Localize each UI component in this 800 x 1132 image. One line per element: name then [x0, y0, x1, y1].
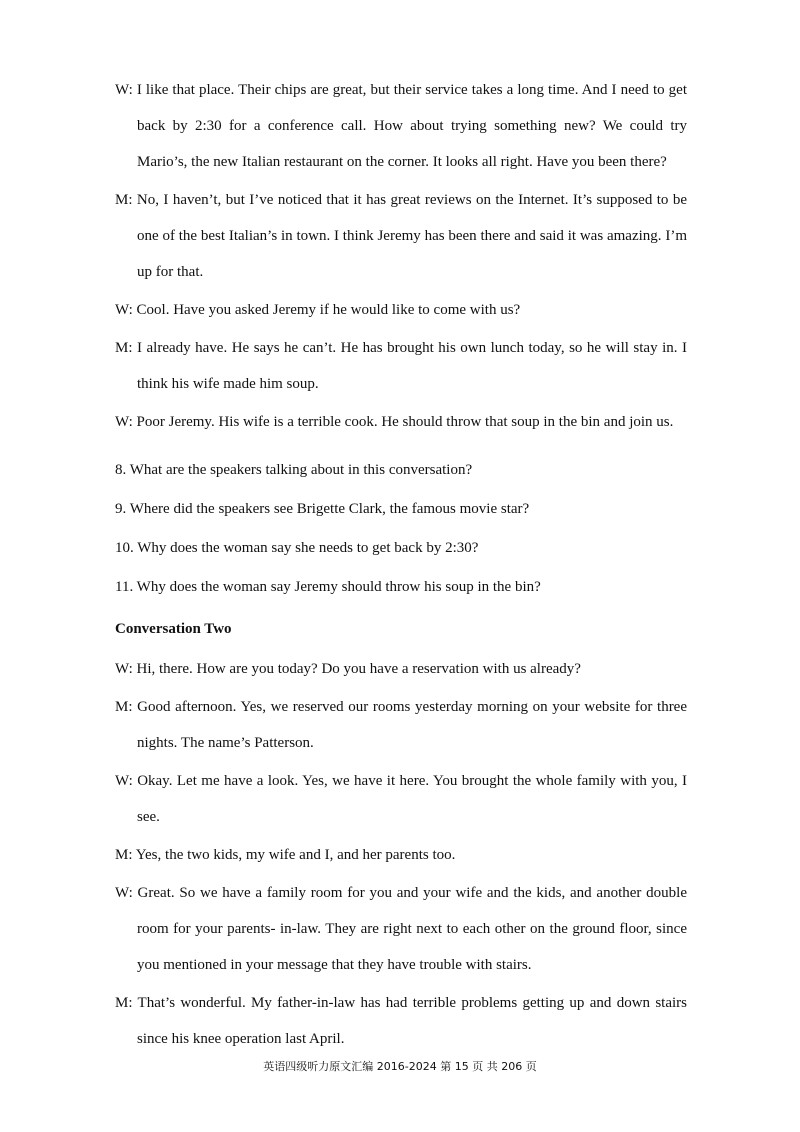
dialogue-turn: W: Okay. Let me have a look. Yes, we have it here. You brought the whole family with you, I see.	[115, 773, 687, 825]
question-list	[115, 458, 687, 599]
conversation-two-dialogue	[115, 651, 687, 1057]
dialogue-turn: M: That’s wonderful. My father-in-law has had terrible problems getting up and down stairs since his knee operation last April.	[115, 995, 687, 1047]
question-item: 11. Why does the woman say Jeremy should throw his soup in the bin?	[115, 579, 541, 595]
dialogue-turn: W: I like that place. Their chips are great, but their service takes a long time. And I need to get back by 2:30 for a conference call. How about trying something new? We could try Mario’s, the new Italian restaurant on the corner. It looks all right. Have you been there?	[115, 82, 687, 170]
dialogue-turn: M: I already have. He says he can’t. He has brought his own lunch today, so he will stay in. I think his wife made him soup.	[115, 340, 687, 392]
page-footer: 英语四级听力原文汇编 2016-2024 第 15 页 共 206 页	[263, 1060, 537, 1073]
page-content	[115, 72, 687, 1059]
conversation-one-dialogue	[115, 72, 687, 440]
dialogue-turn: W: Cool. Have you asked Jeremy if he would like to come with us?	[115, 302, 521, 318]
dialogue-turn: M: No, I haven’t, but I’ve noticed that it has great reviews on the Internet. It’s supposed to be one of the best Italian’s in town. I think Jeremy has been there and said it was amazing. I’m up for that.	[115, 192, 687, 280]
dialogue-turn: M: Yes, the two kids, my wife and I, and her parents too.	[115, 847, 456, 863]
section-heading: Conversation Two	[115, 621, 232, 637]
dialogue-turn: W: Poor Jeremy. His wife is a terrible cook. He should throw that soup in the bin and join us.	[115, 414, 674, 430]
dialogue-turn: M: Good afternoon. Yes, we reserved our rooms yesterday morning on your website for three nights. The name’s Patterson.	[115, 699, 687, 751]
question-item: 9. Where did the speakers see Brigette Clark, the famous movie star?	[115, 501, 530, 517]
question-item: 8. What are the speakers talking about in this conversation?	[115, 462, 473, 478]
dialogue-turn: W: Hi, there. How are you today? Do you have a reservation with us already?	[115, 661, 581, 677]
dialogue-turn: W: Great. So we have a family room for you and your wife and the kids, and another double room for your parents- in-law. They are right next to each other on the ground floor, since you mentioned in your message that they have trouble with stairs.	[115, 885, 687, 973]
question-item: 10. Why does the woman say she needs to get back by 2:30?	[115, 540, 479, 556]
